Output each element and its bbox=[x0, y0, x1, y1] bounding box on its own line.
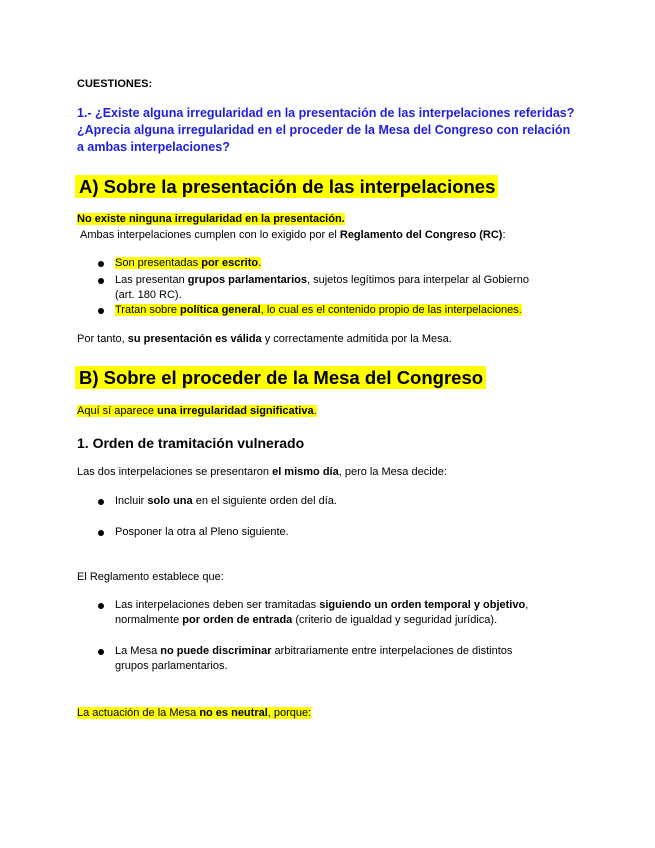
section-b-paragraph-2: El Reglamento establece que: bbox=[77, 571, 224, 583]
bullet-dot bbox=[98, 261, 104, 267]
section-b-paragraph-1: Las dos interpelaciones se presentaron el mismo día, pero la Mesa decide: bbox=[77, 466, 447, 478]
bullet-dot bbox=[98, 278, 104, 284]
bullet-dot bbox=[98, 530, 104, 536]
bullet-dot bbox=[98, 308, 104, 314]
section-b-final-line: La actuación de la Mesa no es neutral, porque: bbox=[77, 707, 312, 719]
section-b-bullet-1: Incluir solo una en el siguiente orden del día. bbox=[115, 495, 337, 507]
section-a-intro: Ambas interpelaciones cumplen con lo exigido por el Reglamento del Congreso (RC): bbox=[80, 229, 506, 241]
section-a-heading: A) Sobre la presentación de las interpelaciones bbox=[75, 175, 498, 199]
cuestiones-label: CUESTIONES: bbox=[77, 78, 153, 90]
section-b-bullet-2: Posponer la otra al Pleno siguiente. bbox=[115, 526, 289, 538]
bullet-dot bbox=[98, 649, 104, 655]
question-text: 1.- ¿Existe alguna irregularidad en la presentación de las interpelaciones referidas? ¿Aprecia alguna irregularidad en el proceder de la Mesa del Congreso con relación a ambas interpelaciones? bbox=[77, 106, 575, 154]
section-b-subheading: 1. Orden de tramitación vulnerado bbox=[77, 435, 305, 451]
bullet-dot bbox=[98, 499, 104, 505]
section-b-heading: B) Sobre el proceder de la Mesa del Congreso bbox=[75, 366, 486, 390]
bullet-dot bbox=[98, 603, 104, 609]
section-b-bullet-3: Las interpelaciones deben ser tramitadas siguiendo un orden temporal y objetivo, normalmente por orden de entrada (criterio de igualdad y seguridad jurídica). bbox=[115, 599, 529, 626]
section-a-conclusion: Por tanto, su presentación es válida y correctamente admitida por la Mesa. bbox=[77, 333, 452, 345]
section-b-lead: Aquí sí aparece una irregularidad significativa. bbox=[77, 405, 317, 417]
section-a-bullet-1: Son presentadas por escrito. bbox=[115, 257, 262, 269]
section-a-lead: No existe ninguna irregularidad en la presentación. bbox=[77, 213, 345, 225]
section-b-bullet-4: La Mesa no puede discriminar arbitrariamente entre interpelaciones de distintos grupos parlamentarios. bbox=[115, 645, 513, 672]
section-a-bullet-2: Las presentan grupos parlamentarios, sujetos legítimos para interpelar al Gobierno (art. 180 RC). bbox=[115, 274, 529, 301]
section-a-bullet-3: Tratan sobre política general, lo cual es el contenido propio de las interpelaciones. bbox=[115, 304, 522, 316]
